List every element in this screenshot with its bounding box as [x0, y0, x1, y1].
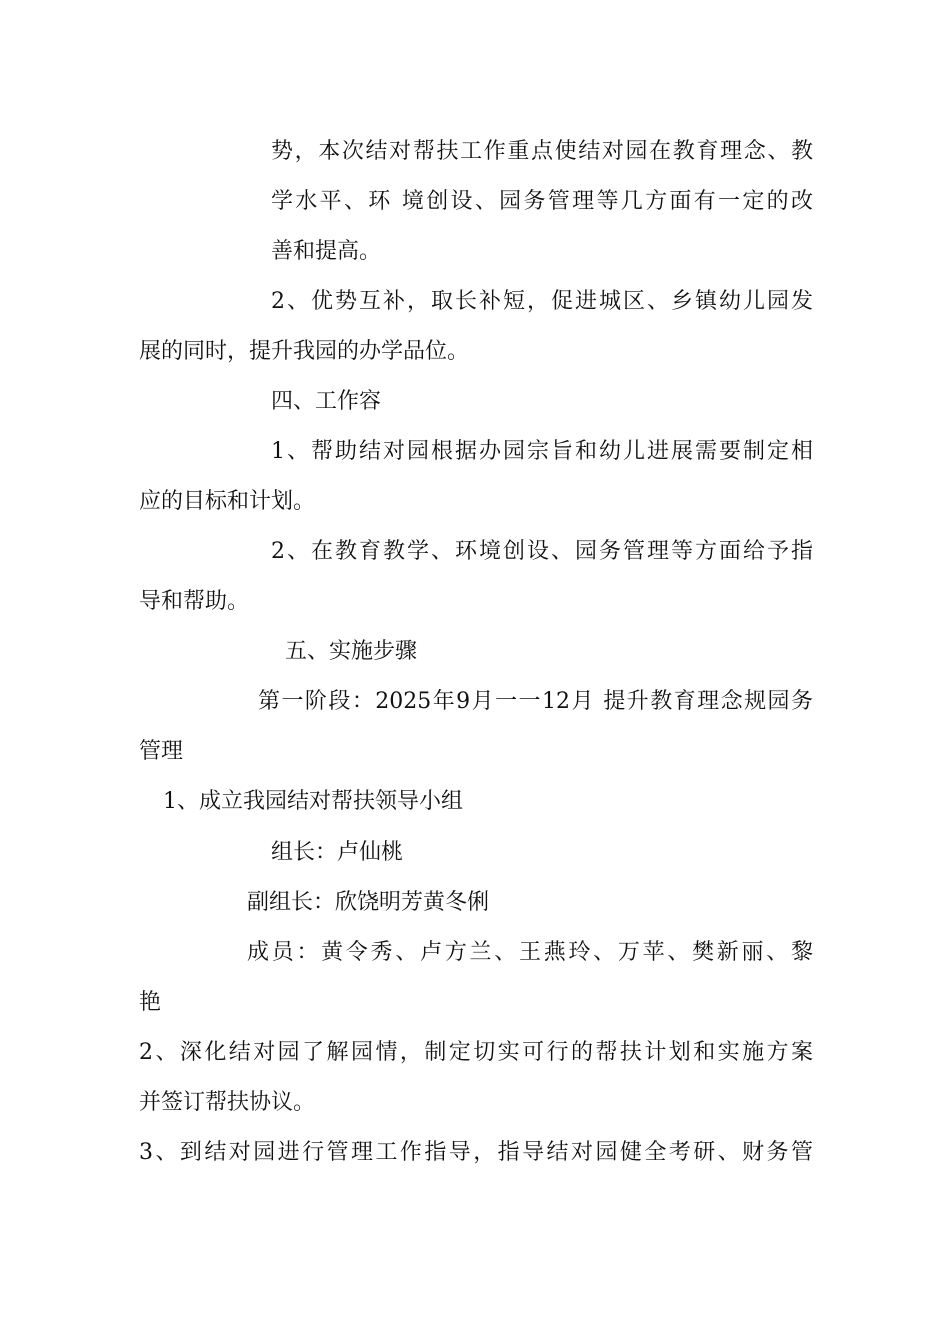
text-line: 导和帮助。: [139, 589, 250, 614]
text-line: 组长：卢仙桃: [271, 840, 404, 865]
text-line: 管理: [139, 739, 184, 764]
section-heading: 四、工作容: [271, 389, 382, 414]
text-line: 艳: [139, 990, 162, 1015]
text-line: 2、在教育教学、环境创设、园务管理等方面给予指: [271, 539, 813, 564]
section-heading: 五、实施步骤: [285, 639, 418, 664]
text-line: 善和提高。: [271, 239, 382, 264]
text-line: 副组长：欣饶明芳黄冬俐: [247, 890, 490, 915]
text-line: 3、到结对园进行管理工作指导，指导结对园健全考研、财务管: [139, 1140, 813, 1165]
text-line: 2、优势互补，取长补短，促进城区、乡镇幼儿园发: [271, 289, 813, 314]
text-line: 2、深化结对园了解园情，制定切实可行的帮扶计划和实施方案: [139, 1040, 813, 1065]
text-line: 应的目标和计划。: [139, 489, 316, 514]
text-line: 并签订帮扶协议。: [139, 1090, 316, 1115]
text-line: 1、帮助结对园根据办园宗旨和幼儿进展需要制定相: [271, 439, 813, 464]
text-line: 第一阶段：2025年9月一一12月 提升教育理念规园务: [258, 689, 813, 714]
text-line: 学水平、环 境创设、园务管理等几方面有一定的改: [271, 189, 813, 214]
text-line: 成员：黄令秀、卢方兰、王燕玲、万苹、樊新丽、黎: [247, 940, 813, 965]
text-line: 1、成立我园结对帮扶领导小组: [163, 789, 463, 814]
text-line: 展的同时，提升我园的办学品位。: [139, 339, 470, 364]
text-line: 势，本次结对帮扶工作重点使结对园在教育理念、教: [271, 139, 813, 164]
